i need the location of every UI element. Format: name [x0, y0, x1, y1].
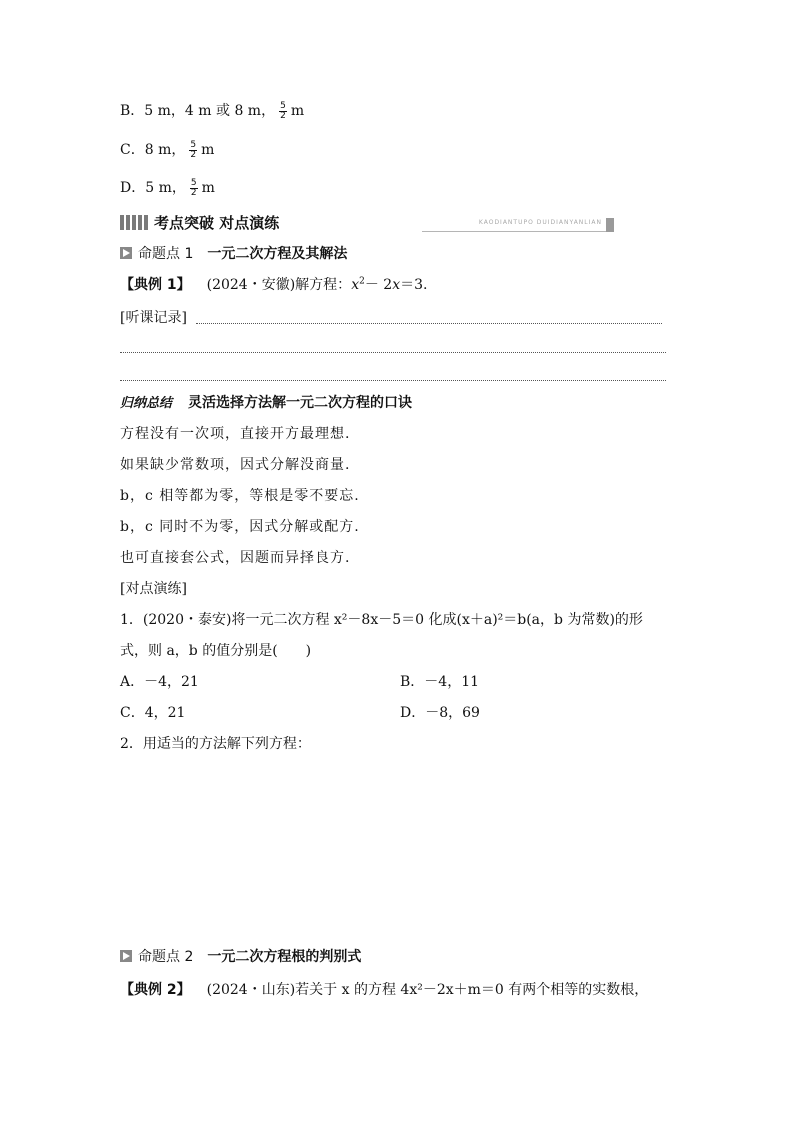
summary-line-5: 也可直接套公式，因题而异择良方. — [120, 550, 351, 566]
topic-1-heading — [120, 244, 347, 264]
section-header — [120, 212, 614, 234]
practice-label: [对点演练] — [120, 581, 187, 597]
summary-line-4: b，c 同时不为零，因式分解或配方. — [120, 519, 360, 535]
topic-2-heading — [120, 947, 361, 967]
option-d — [120, 178, 215, 198]
topic-2-label: 命题点 2 — [138, 949, 194, 965]
summary-line-1: 方程没有一次项，直接开方最理想. — [120, 426, 351, 442]
option-b — [120, 101, 304, 121]
summary-label: 归纳总结 — [120, 396, 173, 411]
summary-line-2: 如果缺少常数项，因式分解没商量. — [120, 457, 351, 473]
example-2-tag: 【典例 2】 — [120, 982, 191, 998]
q1-option-b: B．－4，11 — [400, 674, 480, 690]
section-title: 考点突破 对点演练 — [154, 214, 280, 232]
notes-label: [听课记录] — [120, 310, 187, 326]
notes-line-1[interactable] — [196, 323, 662, 324]
example-2 — [120, 980, 648, 1000]
fraction: $\frac{5}{2}$ — [190, 177, 197, 198]
option-c-text: C．8 m， — [120, 142, 186, 158]
q1-line-2: 式，则 a，b 的值分别是( ) — [120, 643, 312, 659]
option-d-text: D．5 m， — [120, 180, 186, 196]
topic-1-title: 一元二次方程及其解法 — [207, 246, 348, 262]
notes-line-3[interactable] — [120, 380, 666, 381]
section-subtitle: KAODIANTUPO DUIDIANYANLIAN — [478, 219, 602, 226]
summary-heading — [120, 393, 412, 414]
section-rule — [422, 231, 614, 232]
example-1-source: (2024・安徽)解方程： — [206, 277, 352, 293]
unit: m — [201, 142, 215, 158]
stripes-decoration — [120, 215, 148, 230]
unit: m — [201, 180, 215, 196]
summary-line-3: b，c 相等都为零，等根是零不要忘. — [120, 488, 360, 504]
example-1-tag: 【典例 1】 — [120, 277, 191, 293]
q1-option-c: C．4，21 — [120, 705, 186, 721]
summary-title: 灵活选择方法解一元二次方程的口诀 — [188, 395, 413, 411]
option-b-text: B．5 m，4 m 或 8 m， — [120, 103, 276, 119]
fraction: $\frac{5}{2}$ — [190, 139, 197, 160]
section-end-block — [606, 218, 614, 232]
q2-text: 2．用适当的方法解下列方程： — [120, 736, 311, 752]
example-1: 【典例 1】 (2024・安徽)解方程：$x^2- 2x=3$. — [120, 276, 428, 293]
example-2-text: (2024・山东)若关于 x 的方程 4x²－2x＋m＝0 有两个相等的实数根， — [206, 982, 649, 998]
unit: m — [290, 103, 305, 119]
q1-line-1: 1．(2020・泰安)将一元二次方程 x²－8x－5＝0 化成(x＋a)²＝b(a，b 为常数)的形 — [120, 612, 643, 628]
play-triangle-icon — [120, 247, 132, 259]
topic-2-title: 一元二次方程根的判别式 — [207, 949, 362, 965]
topic-1-label: 命题点 1 — [138, 246, 194, 262]
q1-option-a: A．－4，21 — [120, 674, 199, 690]
fraction: $\frac{5}{2}$ — [280, 100, 286, 121]
notes-line-2[interactable] — [120, 352, 666, 353]
q1-option-d: D．－8，69 — [400, 705, 480, 721]
play-triangle-icon — [120, 950, 132, 962]
option-c — [120, 140, 214, 160]
